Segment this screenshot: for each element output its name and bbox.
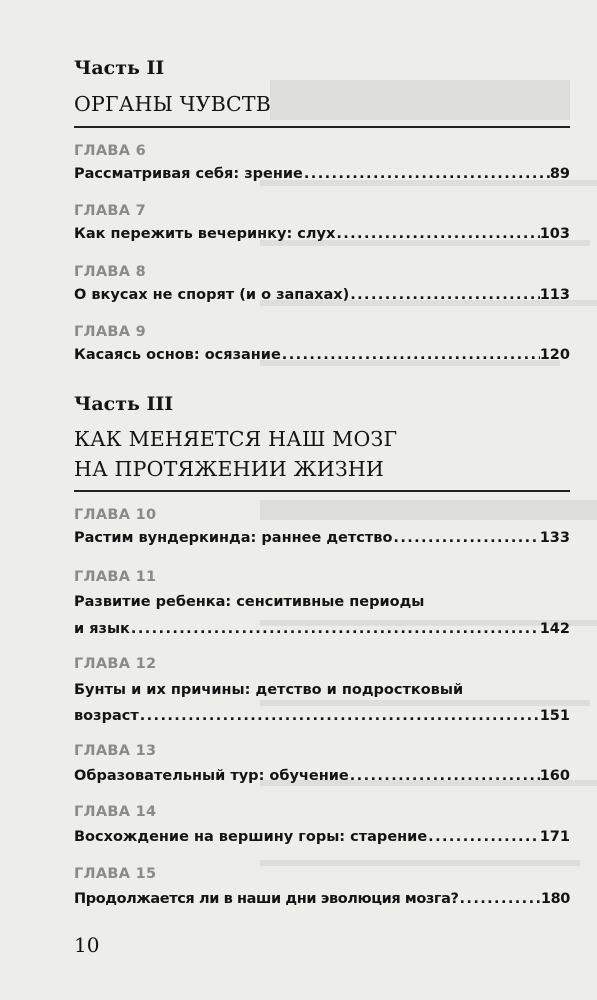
toc-entry-chapter-7[interactable] xyxy=(74,226,570,242)
part-3-title-line-1: КАК МЕНЯЕТСЯ НАШ МОЗГ xyxy=(74,427,398,451)
toc-entry-chapter-6[interactable] xyxy=(74,166,570,182)
chapter-9-heading: ГЛАВА 9 xyxy=(74,324,147,340)
part-2-divider xyxy=(74,126,570,128)
chapter-13-page: 160 xyxy=(539,768,570,784)
leader-dots xyxy=(303,166,550,182)
part-3-label: Часть III xyxy=(74,393,174,415)
chapter-8-page: 113 xyxy=(539,287,570,303)
part-3-divider xyxy=(74,490,570,492)
part-2-title: ОРГАНЫ ЧУВСТВ xyxy=(74,92,272,116)
chapter-13-title: Образовательный тур: обучение xyxy=(74,768,349,784)
page-number: 10 xyxy=(74,933,100,957)
show-through-texture xyxy=(250,60,597,960)
chapter-15-page: 180 xyxy=(540,891,570,907)
chapter-12-title-line-1[interactable]: Бунты и их причины: детство и подростковый xyxy=(74,682,464,698)
leader-dots xyxy=(139,708,540,724)
chapter-10-heading: ГЛАВА 10 xyxy=(74,507,157,523)
chapter-9-title: Касаясь основ: осязание xyxy=(74,347,281,363)
chapter-11-title-line-1[interactable]: Развитие ребенка: сенситивные периоды xyxy=(74,594,425,610)
toc-entry-chapter-11[interactable] xyxy=(74,621,570,637)
chapter-12-heading: ГЛАВА 12 xyxy=(74,656,157,672)
part-3-title-line-2: НА ПРОТЯЖЕНИИ ЖИЗНИ xyxy=(74,457,385,481)
toc-entry-chapter-8[interactable] xyxy=(74,287,570,303)
toc-entry-chapter-12[interactable] xyxy=(74,708,570,724)
chapter-12-title-line-2: возраст xyxy=(74,708,139,724)
chapter-14-page: 171 xyxy=(539,829,570,845)
leader-dots xyxy=(392,530,539,546)
toc-entry-chapter-10[interactable] xyxy=(74,530,570,546)
chapter-11-page: 142 xyxy=(539,621,570,637)
chapter-7-title: Как пережить вечеринку: слух xyxy=(74,226,336,242)
chapter-14-title: Восхождение на вершину горы: старение xyxy=(74,829,428,845)
chapter-6-page: 89 xyxy=(549,166,570,182)
toc-entry-chapter-15[interactable] xyxy=(74,891,570,907)
chapter-10-page: 133 xyxy=(539,530,570,546)
chapter-7-page: 103 xyxy=(539,226,570,242)
chapter-6-heading: ГЛАВА 6 xyxy=(74,143,147,159)
toc-entry-chapter-9[interactable] xyxy=(74,347,570,363)
chapter-11-title-line-2: и язык xyxy=(74,621,130,637)
leader-dots xyxy=(349,768,540,784)
chapter-9-page: 120 xyxy=(539,347,570,363)
toc-entry-chapter-14[interactable] xyxy=(74,829,570,845)
chapter-8-title: О вкусах не спорят (и о запахах) xyxy=(74,287,350,303)
leader-dots xyxy=(427,829,540,845)
chapter-12-page: 151 xyxy=(539,708,570,724)
chapter-7-heading: ГЛАВА 7 xyxy=(74,203,147,219)
leader-dots xyxy=(281,347,540,363)
leader-dots xyxy=(459,891,541,907)
toc-entry-chapter-13[interactable] xyxy=(74,768,570,784)
leader-dots xyxy=(130,621,540,637)
chapter-10-title: Растим вундеркинда: раннее детство xyxy=(74,530,393,546)
chapter-11-heading: ГЛАВА 11 xyxy=(74,569,157,585)
chapter-6-title: Рассматривая себя: зрение xyxy=(74,166,303,182)
chapter-15-heading: ГЛАВА 15 xyxy=(74,866,157,882)
chapter-15-title: Продолжается ли в наши дни эволюция мозга? xyxy=(74,891,459,907)
leader-dots xyxy=(349,287,540,303)
leader-dots xyxy=(335,226,539,242)
chapter-8-heading: ГЛАВА 8 xyxy=(74,264,147,280)
chapter-14-heading: ГЛАВА 14 xyxy=(74,804,157,820)
part-2-label: Часть II xyxy=(74,57,165,79)
chapter-13-heading: ГЛАВА 13 xyxy=(74,743,157,759)
